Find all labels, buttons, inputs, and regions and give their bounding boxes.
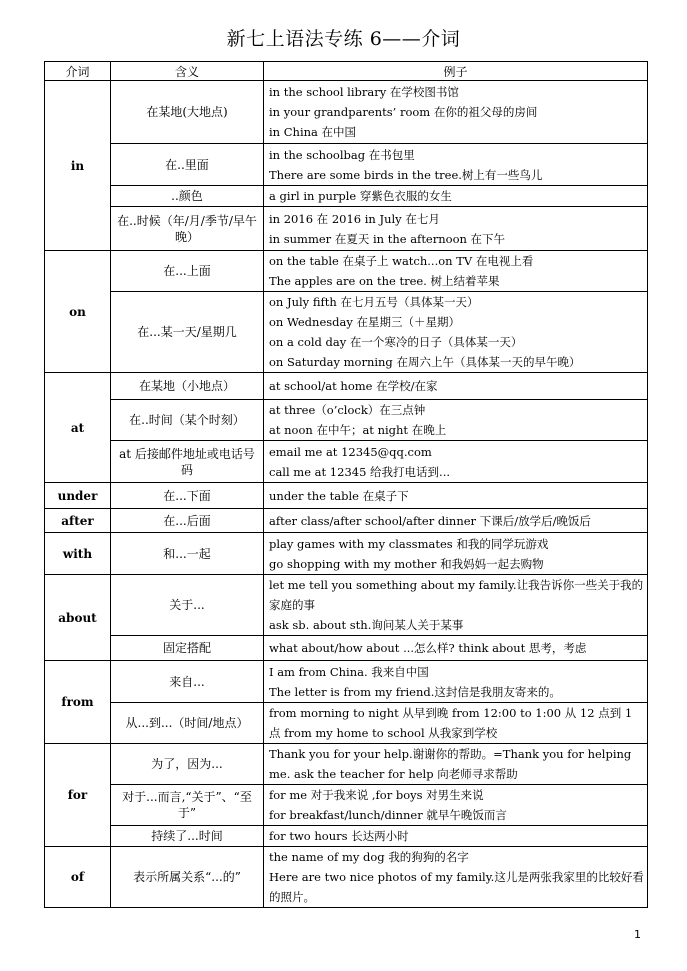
- example-line: after class/after school/after dinner 下课后/放学后/晚饭后: [269, 513, 591, 528]
- table-row: [45, 207, 648, 251]
- table-row: [45, 81, 648, 144]
- table-row: [45, 661, 648, 703]
- examples-cell: [264, 483, 648, 509]
- example-line: go shopping with my mother 和我妈妈一起去购物: [269, 556, 544, 571]
- meaning-cell: 在...后面: [111, 509, 264, 533]
- table-row: [45, 826, 648, 847]
- header-preposition: 介词: [45, 62, 111, 81]
- meaning-cell: 持续了...时间: [111, 826, 264, 847]
- page-title: 新七上语法专练 6——介词: [226, 28, 461, 50]
- example-line: The apples are on the tree. 树上结着苹果: [269, 274, 500, 288]
- meaning-cell: 对于...而言,“关于”、“至于”: [111, 785, 264, 826]
- example-line: I am from China. 我来自中国: [269, 664, 429, 679]
- table-row: [45, 703, 648, 744]
- examples-cell: [264, 533, 648, 575]
- example-line: at school/at home 在学校/在家: [269, 379, 438, 393]
- meaning-cell: 在...上面: [111, 251, 264, 292]
- example-line: in the schoolbag 在书包里: [269, 147, 415, 162]
- table-row: [45, 441, 648, 483]
- meaning-cell: 在..里面: [111, 144, 264, 186]
- meaning-cell: 在...某一天/星期几: [111, 292, 264, 373]
- example-line: at noon 在中午；at night 在晚上: [269, 423, 447, 437]
- preposition-cell: after: [45, 509, 111, 533]
- preposition-cell: on: [45, 251, 111, 373]
- example-line: what about/how about ...怎么样? think about 思考，考虑: [269, 641, 587, 655]
- example-line: a girl in purple 穿紫色衣服的女生: [269, 189, 452, 203]
- examples-cell: [264, 575, 648, 636]
- meaning-cell: 在...下面: [111, 483, 264, 509]
- examples-cell: [264, 144, 648, 186]
- meaning-cell: 来自...: [111, 661, 264, 703]
- examples-cell: [264, 703, 648, 744]
- examples-cell: [264, 441, 648, 483]
- meaning-cell: 在某地(大地点): [111, 81, 264, 144]
- meaning-cell: 关于...: [111, 575, 264, 636]
- table-row: [45, 636, 648, 661]
- preposition-cell: about: [45, 575, 111, 661]
- example-line: on July fifth 在七月五号（具体某一天）: [269, 295, 479, 309]
- meaning-cell: 在..时候（年/月/季节/早午晚）: [111, 207, 264, 251]
- examples-cell: [264, 744, 648, 785]
- examples-cell: [264, 785, 648, 826]
- preposition-cell: of: [45, 847, 111, 908]
- header-meaning: 含义: [111, 62, 264, 81]
- table-row: [45, 575, 648, 636]
- header-examples: 例子: [264, 62, 648, 81]
- meaning-cell: at 后接邮件地址或电话号码: [111, 441, 264, 483]
- example-line: for me 对于我来说 ,for boys 对男生来说: [269, 788, 484, 802]
- table-row: [45, 292, 648, 373]
- example-line: Here are two nice photos of my family.这儿是两张我家里的比较好看的照片。: [269, 870, 644, 904]
- preposition-cell: with: [45, 533, 111, 575]
- example-line: Thank you for your help.谢谢你的帮助。=Thank you for helping me. ask the teacher for help 向老师寻求帮助: [269, 747, 632, 781]
- example-line: in 2016 在 2016 in July 在七月: [269, 211, 440, 226]
- examples-cell: [264, 292, 648, 373]
- example-line: email me at 12345@qq.com: [269, 444, 432, 459]
- table-row: [45, 744, 648, 785]
- examples-cell: [264, 509, 648, 533]
- meaning-cell: 为了，因为...: [111, 744, 264, 785]
- meaning-cell: 在..时间（某个时刻）: [111, 400, 264, 441]
- preposition-cell: at: [45, 373, 111, 483]
- example-line: on a cold day 在一个寒冷的日子（具体某一天）: [269, 335, 523, 349]
- examples-cell: [264, 207, 648, 251]
- examples-cell: [264, 661, 648, 703]
- example-line: play games with my classmates 和我的同学玩游戏: [269, 536, 549, 551]
- examples-cell: [264, 826, 648, 847]
- meaning-cell: ..颜色: [111, 186, 264, 207]
- page-number: 1: [634, 928, 641, 941]
- example-line: in China 在中国: [269, 125, 357, 139]
- example-line: on Saturday morning 在周六上午（具体某一天的早午晚）: [269, 355, 581, 369]
- example-line: at three（o’clock）在三点钟: [269, 403, 426, 417]
- table-body: [45, 81, 648, 908]
- meaning-cell: 从...到...（时间/地点）: [111, 703, 264, 744]
- example-line: in your grandparents’ room 在你的祖父母的房间: [269, 105, 538, 119]
- examples-cell: [264, 186, 648, 207]
- preposition-table: [44, 61, 648, 908]
- table-row: [45, 533, 648, 575]
- example-line: on the table 在桌子上 watch...on TV 在电视上看: [269, 254, 534, 268]
- examples-cell: [264, 400, 648, 441]
- table-header-row: [45, 62, 648, 81]
- examples-cell: [264, 636, 648, 661]
- preposition-cell: under: [45, 483, 111, 509]
- example-line: for breakfast/lunch/dinner 就早午晚饭而言: [269, 808, 507, 822]
- example-line: in summer 在夏天 in the afternoon 在下午: [269, 231, 506, 246]
- examples-cell: [264, 373, 648, 400]
- meaning-cell: 固定搭配: [111, 636, 264, 661]
- example-line: The letter is from my friend.这封信是我朋友寄来的。: [269, 684, 561, 699]
- table-row: [45, 400, 648, 441]
- table-row: [45, 251, 648, 292]
- meaning-cell: 在某地（小地点）: [111, 373, 264, 400]
- example-line: ask sb. about sth.询问某人关于某事: [269, 618, 464, 632]
- examples-cell: [264, 81, 648, 144]
- preposition-cell: in: [45, 81, 111, 251]
- table-row: [45, 509, 648, 533]
- example-line: let me tell you something about my family.让我告诉你一些关于我的家庭的事: [269, 578, 644, 612]
- preposition-cell: from: [45, 661, 111, 744]
- preposition-cell: for: [45, 744, 111, 847]
- table-row: [45, 785, 648, 826]
- table-row: [45, 483, 648, 509]
- example-line: on Wednesday 在星期三（＋星期）: [269, 315, 461, 329]
- table-row: [45, 144, 648, 186]
- example-line: There are some birds in the tree.树上有一些鸟儿: [269, 167, 543, 182]
- table-row: [45, 373, 648, 400]
- example-line: from morning to night 从早到晚 from 12:00 to 1:00 从 12 点到 1 点 from my home to school 从我家到学校: [269, 706, 633, 740]
- table-row: [45, 847, 648, 908]
- examples-cell: [264, 251, 648, 292]
- examples-cell: [264, 847, 648, 908]
- example-line: the name of my dog 我的狗狗的名字: [269, 850, 469, 864]
- example-line: under the table 在桌子下: [269, 488, 409, 503]
- example-line: in the school library 在学校图书馆: [269, 85, 459, 99]
- table-row: [45, 186, 648, 207]
- example-line: for two hours 长达两小时: [269, 829, 409, 843]
- meaning-cell: 和...一起: [111, 533, 264, 575]
- meaning-cell: 表示所属关系“...的”: [111, 847, 264, 908]
- example-line: call me at 12345 给我打电话到...: [269, 464, 451, 479]
